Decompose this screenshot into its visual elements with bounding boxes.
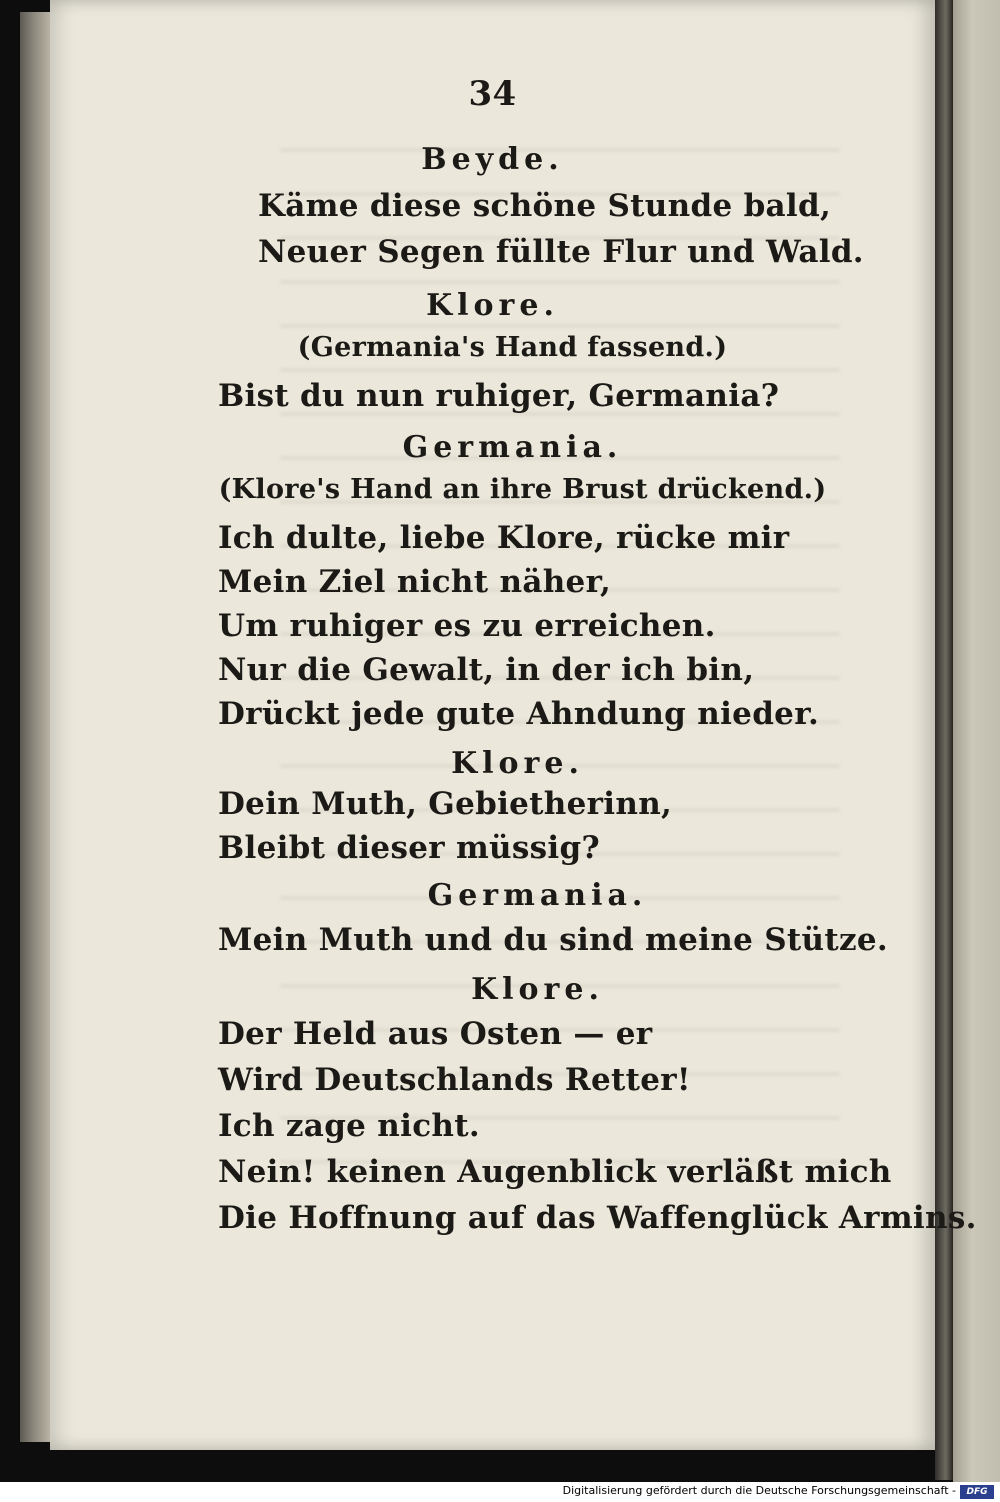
speaker-heading: Klore. (471, 972, 604, 1007)
verse-line: Um ruhiger es zu erreichen. (218, 608, 716, 644)
verse-line: Wird Deutschlands Retter! (218, 1062, 691, 1098)
verse-line: Drückt jede gute Ahndung nieder. (218, 696, 820, 732)
verse-line: Dein Muth, Gebietherinn, (218, 786, 673, 822)
speaker-heading: Klore. (451, 746, 584, 781)
funding-credit: Digitalisierung gefördert durch die Deutsche Forschungsgemeinschaft - (562, 1484, 956, 1497)
page-text (50, 0, 977, 1450)
verse-line: Käme diese schöne Stunde bald, (258, 188, 832, 224)
verse-line: Bleibt dieser müssig? (218, 830, 600, 866)
verse-line: Die Hoffnung auf das Waffenglück Armins. (218, 1200, 977, 1236)
speaker-heading: Beyde. (421, 142, 564, 177)
verse-line: Nur die Gewalt, in der ich bin, (218, 652, 755, 688)
speaker-heading: Klore. (426, 288, 559, 323)
book-gutter (935, 0, 953, 1480)
book-cover-edge (20, 12, 50, 1442)
verse-line: Ich zage nicht. (218, 1108, 480, 1144)
page-number: 34 (468, 74, 517, 114)
speaker-heading: Germania. (427, 878, 648, 913)
verse-line: Nein! keinen Augenblick verläßt mich (218, 1154, 892, 1190)
dfg-logo: DFG (960, 1485, 994, 1499)
verse-line: Mein Ziel nicht näher, (218, 564, 612, 600)
facing-page-edge (953, 0, 1000, 1482)
stage-direction: (Klore's Hand an ihre Brust drückend.) (218, 474, 827, 505)
verse-line: Der Held aus Osten — er (218, 1016, 653, 1052)
verse-line: Mein Muth und du sind meine Stütze. (218, 922, 888, 958)
verse-line: Bist du nun ruhiger, Germania? (218, 378, 780, 414)
verse-line: Ich dulte, liebe Klore, rücke mir (218, 520, 790, 556)
verse-line: Neuer Segen füllte Flur und Wald. (258, 234, 864, 270)
stage-direction: (Germania's Hand fassend.) (297, 332, 728, 363)
digitization-footer (0, 1482, 1000, 1502)
speaker-heading: Germania. (402, 430, 623, 465)
